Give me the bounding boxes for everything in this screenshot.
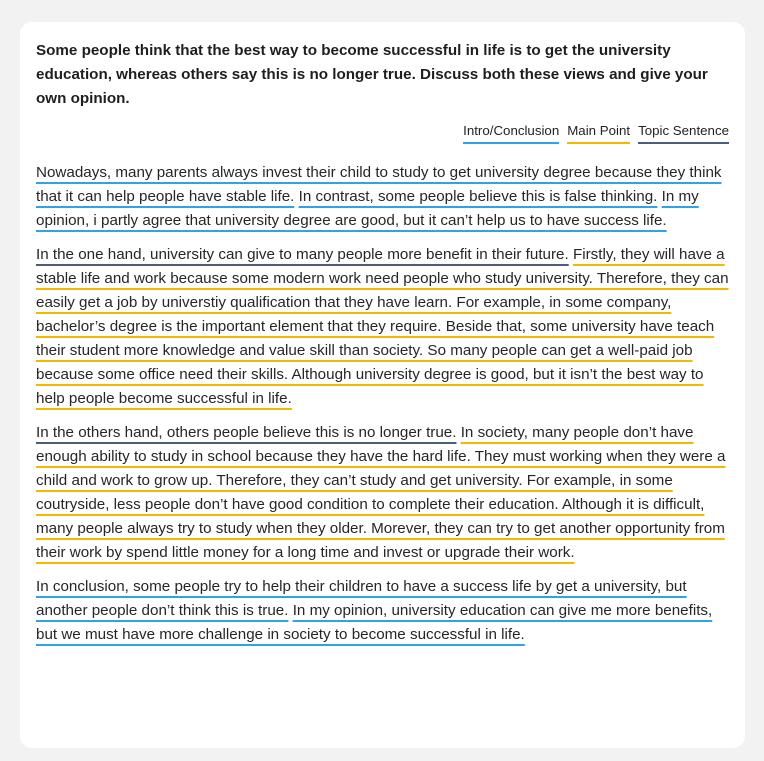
body-2-main-point: In society, many people don’t have enough ability to study in school because they have the hard life. They must working when they were a child and work to grow up. Therefore, they can’t study and get university. For example, in some coutryside, less people don’t have good condition to complete their education. Although it is difficult, many people always try to study when they older. Morever, they can try to get another opportunity from their work by spend little money for a long time and invest or upgrade their work. (36, 424, 726, 561)
essay-paragraph-introduction (36, 161, 729, 233)
intro-sentence-2: In contrast, some people believe this is false thinking. (298, 188, 658, 205)
annotation-legend (36, 122, 729, 144)
legend-main-point: Main Point (567, 122, 630, 144)
intro-sentence-3: In my opinion, i partly agree that university degree are good, but it can’t help us to have success life. (36, 188, 699, 229)
intro-sentence-1: Nowadays, many parents always invest their child to study to get university degree because they think that it can help people have stable life. (36, 164, 722, 205)
legend-topic-sentence: Topic Sentence (638, 122, 729, 144)
essay-prompt: Some people think that the best way to become successful in life is to get the university education, whereas others say this is no longer true. Discuss both these views and give your own opinion. (36, 42, 708, 107)
essay-card (20, 22, 745, 748)
body-1-main-point: Firstly, they will have a stable life and work because some modern work need people who study university. Therefore, they can easily get a job by universtiy qualification that they have learn. For example, in some company, bachelor’s degree is the important element that they require. Beside that, some university have teach their student more knowledge and value skill than society. So many people can get a well-paid job because some office need their skills. Although university degree is good, but it isn’t the best way to help people become successful in life. (36, 246, 729, 407)
body-2-topic-sentence: In the others hand, others people believe this is no longer true. (36, 424, 457, 441)
essay-paragraph-body-2 (36, 421, 729, 565)
legend-intro-conclusion: Intro/Conclusion (463, 122, 559, 144)
conclusion-sentence-2: In my opinion, university education can give me more benefits, but we must have more challenge in society to become successful in life. (36, 602, 713, 643)
essay-paragraph-conclusion (36, 575, 729, 647)
conclusion-sentence-1: In conclusion, some people try to help their children to have a success life by get a university, but another people don’t think this is true. (36, 578, 687, 619)
essay-paragraph-body-1 (36, 243, 729, 411)
body-1-topic-sentence: In the one hand, university can give to many people more benefit in their future. (36, 246, 569, 263)
